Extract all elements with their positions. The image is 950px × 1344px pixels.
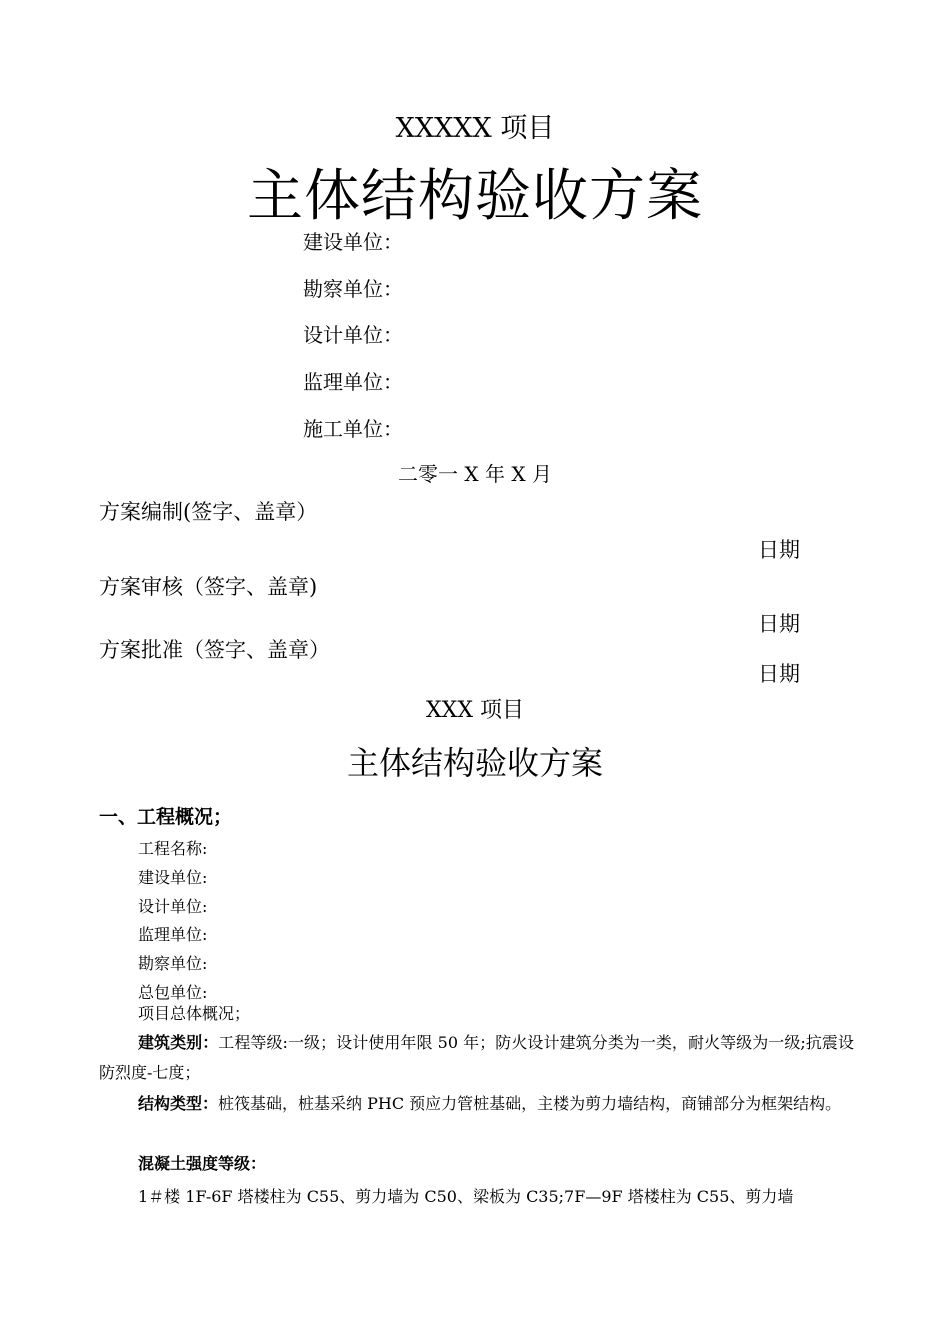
info-survey-unit: 勘察单位: — [138, 954, 208, 973]
sign-compile-date: 日期 — [758, 538, 800, 562]
sign-approve-date: 日期 — [758, 662, 800, 686]
body-project-name: XXX 项目 — [426, 698, 524, 723]
sign-compile-label: 方案编制(签字、盖章） — [99, 500, 318, 524]
paragraph-building-class — [99, 1028, 854, 1088]
cover-unit-construction: 建设单位： — [303, 230, 403, 254]
info-construction-unit: 建设单位: — [138, 868, 208, 887]
structure-type-label: 结构类型： — [138, 1094, 219, 1113]
info-project-name: 工程名称: — [138, 839, 208, 858]
cover-unit-design: 设计单位： — [303, 323, 403, 347]
section-1-heading: 一、工程概况； — [99, 806, 233, 828]
building-class-label: 建筑类别： — [138, 1033, 219, 1052]
paragraph-structure-type — [99, 1089, 854, 1119]
info-supervision-unit: 监理单位: — [138, 925, 208, 944]
paragraph-concrete-grade-heading — [99, 1149, 854, 1179]
info-design-unit: 设计单位: — [138, 897, 208, 916]
cover-unit-contractor: 施工单位： — [303, 417, 403, 441]
concrete-grade-label: 混凝土强度等级： — [138, 1154, 267, 1173]
cover-unit-survey: 勘察单位： — [303, 277, 403, 301]
sign-review-label: 方案审核（签字、盖章) — [99, 575, 318, 599]
info-general-contractor: 总包单位: — [138, 983, 208, 1002]
sign-review-date: 日期 — [758, 612, 800, 636]
sign-approve-label: 方案批准（签字、盖章） — [99, 638, 330, 662]
building-class-text: 工程等级:一级；设计使用年限 50 年；防火设计建筑分类为一类，耐火等级为一级;抗震设防烈度-七度； — [99, 1033, 854, 1082]
cover-unit-supervision: 监理单位： — [303, 370, 403, 394]
cover-title: 主体结构验收方案 — [247, 164, 703, 229]
cover-project-name: XXXXX 项目 — [395, 113, 555, 144]
concrete-grade-text: 1＃楼 1F-6F 塔楼柱为 C55、剪力墙为 C50、梁板为 C35;7F—9F 塔楼柱为 C55、剪力墙 — [138, 1187, 794, 1206]
body-title: 主体结构验收方案 — [346, 744, 603, 782]
structure-type-text: 桩筏基础，桩基采纳 PHC 预应力管桩基础，主楼为剪力墙结构，商铺部分为框架结构。 — [218, 1094, 842, 1113]
paragraph-concrete-grade-text — [99, 1182, 854, 1212]
cover-date: 二零一 X 年 X 月 — [398, 462, 552, 486]
info-project-overview: 项目总体概况； — [138, 1004, 251, 1023]
